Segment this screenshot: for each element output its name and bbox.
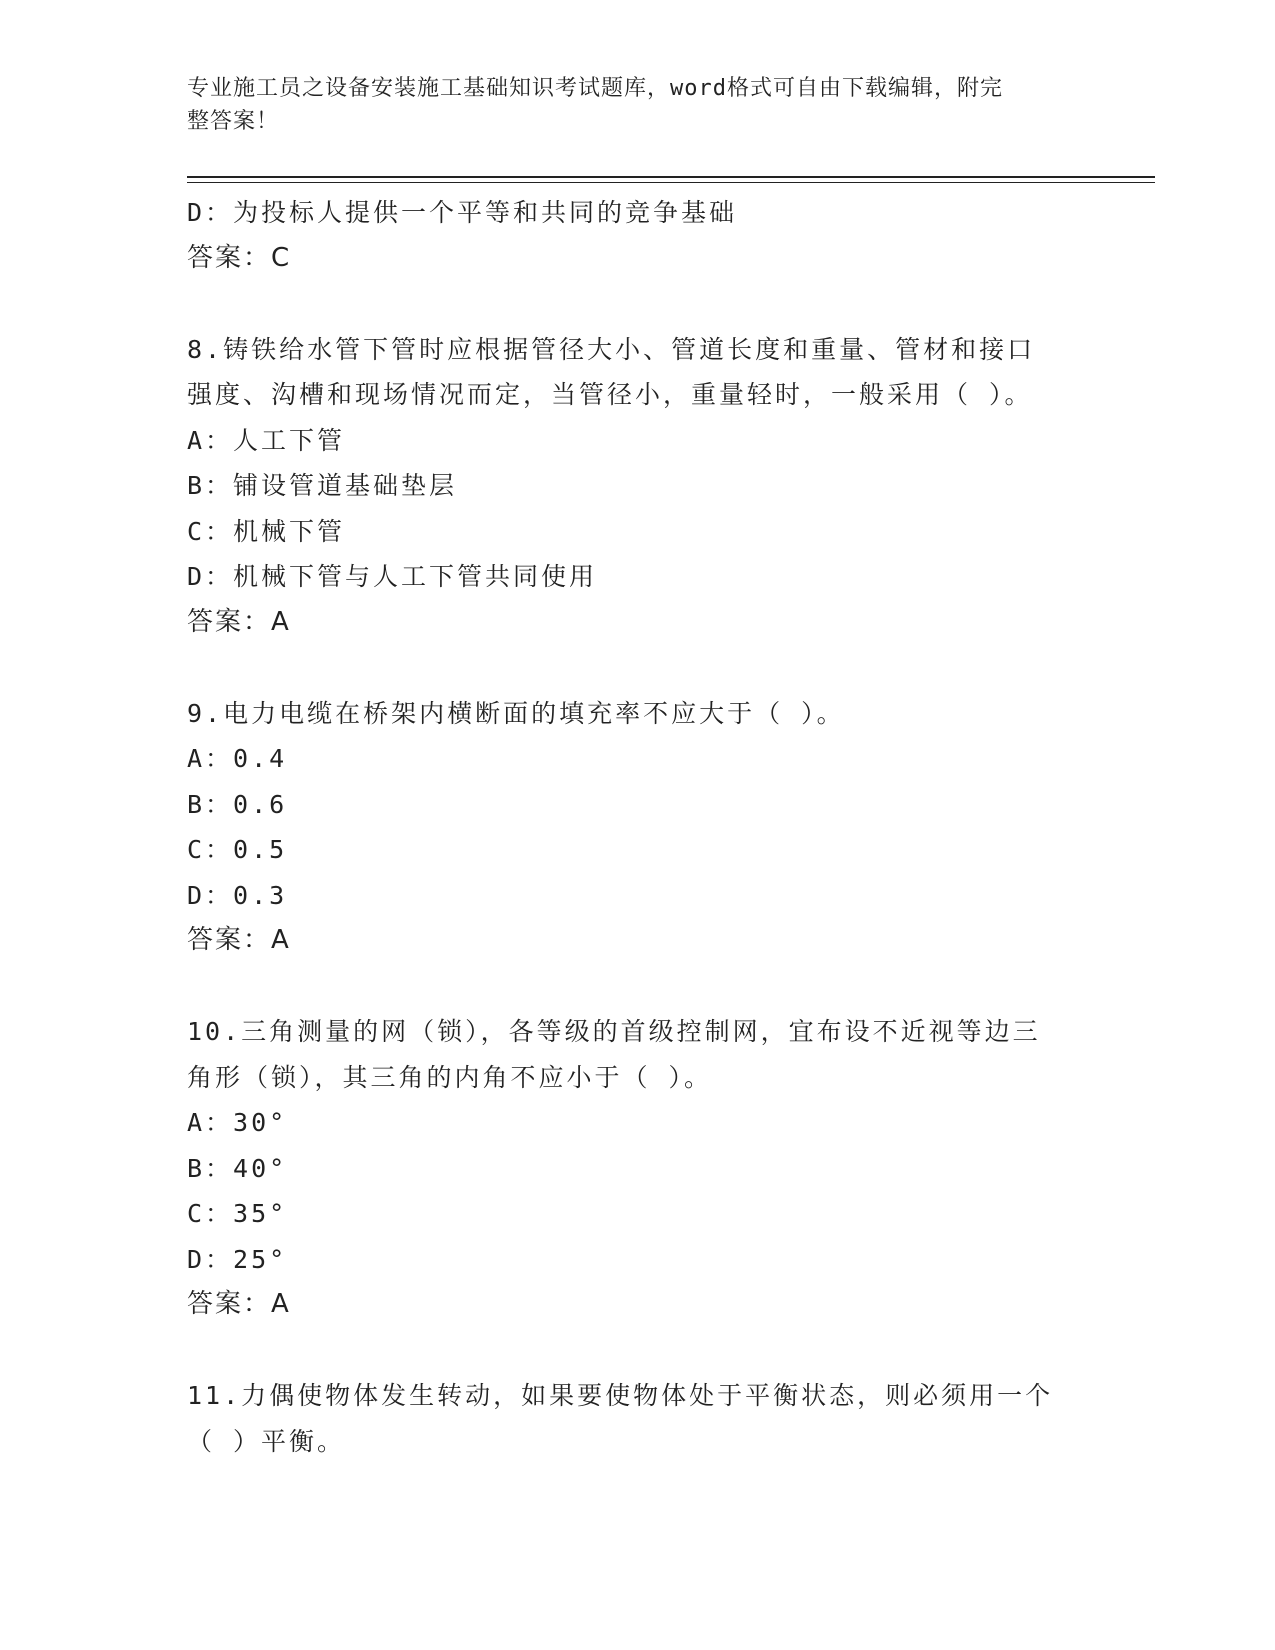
question-list bbox=[187, 190, 1087, 1464]
question-9 bbox=[187, 691, 1087, 964]
question-stem-line-2: 强度、沟槽和现场情况而定，当管径小，重量轻时，一般采用（ ）。 bbox=[187, 380, 1033, 409]
answer: 答案：C bbox=[187, 242, 292, 273]
answer: 答案：A bbox=[187, 1289, 291, 1319]
question-stem-line-1: 8.铸铁给水管下管时应根据管径大小、管道长度和重量、管材和接口 bbox=[187, 334, 1036, 364]
previous-question-tail bbox=[187, 190, 1087, 281]
question-stem-line-1: 9.电力电缆在桥架内横断面的填充率不应大于（ ）。 bbox=[187, 698, 845, 728]
option-c: C：35° bbox=[187, 1199, 288, 1228]
option-b: B：铺设管道基础垫层 bbox=[187, 471, 458, 500]
question-stem-line-2: 角形（锁），其三角的内角不应小于（ ）。 bbox=[187, 1062, 713, 1092]
question-11 bbox=[187, 1373, 1087, 1464]
option-a: A：人工下管 bbox=[187, 425, 346, 455]
question-8 bbox=[187, 327, 1087, 646]
header-line-2: 整答案！ bbox=[187, 109, 280, 134]
question-10 bbox=[187, 1009, 1087, 1328]
answer: 答案：A bbox=[187, 925, 291, 955]
option-a: A：0.4 bbox=[187, 744, 288, 773]
header-line-1: 专业施工员之设备安装施工基础知识考试题库，word格式可自由下载编辑，附完 bbox=[187, 76, 1003, 101]
question-stem-line-2: （ ）平衡。 bbox=[187, 1426, 346, 1456]
header-divider-thin bbox=[187, 182, 1155, 183]
option-b: B：40° bbox=[187, 1153, 288, 1183]
question-stem-line-1: 10.三角测量的网（锁），各等级的首级控制网，宜布设不近视等边三 bbox=[187, 1017, 1041, 1046]
option-d: D：0.3 bbox=[187, 880, 288, 910]
answer: 答案：A bbox=[187, 606, 291, 637]
question-stem-line-1: 11.力偶使物体发生转动，如果要使物体处于平衡状态，则必须用一个 bbox=[187, 1381, 1054, 1410]
option-c: C：机械下管 bbox=[187, 516, 346, 546]
option-a: A：30° bbox=[187, 1108, 288, 1137]
document-header bbox=[187, 72, 1067, 138]
option-d: D：为投标人提供一个平等和共同的竞争基础 bbox=[187, 198, 738, 227]
option-d: D：机械下管与人工下管共同使用 bbox=[187, 562, 598, 591]
header-divider-thick bbox=[187, 176, 1155, 178]
option-d: D：25° bbox=[187, 1244, 288, 1274]
option-c: C：0.5 bbox=[187, 835, 288, 864]
option-b: B：0.6 bbox=[187, 789, 288, 819]
